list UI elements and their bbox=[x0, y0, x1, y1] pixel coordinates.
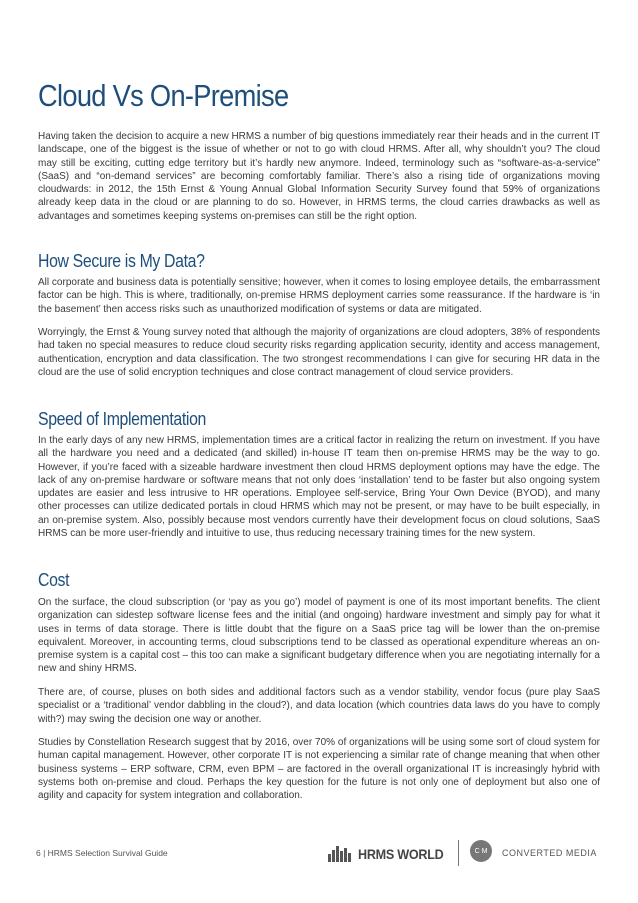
brand-name: HRMS WORLD bbox=[358, 846, 444, 862]
cost-paragraph-1: On the surface, the cloud subscription (or ‘pay as you go’) model of payment is one of its most important benefits. The client organization can sidestep software license fees and the initial (and ongoing) hardware investment and simply pay for what it uses in terms of data storage. There is little doubt that the figure on a SaaS price tag will be lower than the on-premise equivalent. Moreover, in accounting terms, cloud subscriptions tend to be classed as operational expenditure whereas an on-premise system is a capital cost – this too can make a significant budgetary difference when you are negotiating internally for a new and shiny HRMS. bbox=[38, 597, 600, 675]
security-paragraph-2: Worryingly, the Ernst & Young survey noted that although the majority of organizations are cloud adopters, 38% of respondents had taken no special measures to reduce cloud security risks regarding application security, identity and access management, authentication, encryption and data classification. The two strongest recommendations I can give for securing HR data in the cloud are the use of solid encryption techniques and close contract management of cloud service providers. bbox=[38, 327, 600, 378]
page-footer bbox=[38, 838, 600, 868]
converted-media-logo-icon: C M bbox=[470, 840, 492, 862]
speed-paragraph-1: In the early days of any new HRMS, implementation times are a critical factor in realizing the return on investment. If you have all the hardware you need and a dedicated (and skilled) in-house IT team then on-premise HRMS may be the way to go. However, if you’re faced with a sizeable hardware investment then cloud HRMS deployment options may have the edge. The lack of any on-premise hardware or software means that not only does ‘installation’ tend to be faster but also ongoing system updates are easier and less intrusive to HR operations. Employee self-service, Bring Your Own Device (BYOD), and many other processes can utilize dedicated portals in cloud HRMS which may not be present, or may have to be built especially, in an on-premise system. Also, possibly because most vendors currently have their development focus on cloud solutions, SaaS HRMS can be more user-friendly and intuitive to use, thus reducing necessary training times for the new system. bbox=[38, 435, 600, 540]
security-paragraph-1: All corporate and business data is potentially sensitive; however, when it comes to losing employee details, the embarrassment factor can be high. This is where, traditionally, on-premise HRMS deployment carries some reassurance. If the hardware is ‘in the basement’ then access risks such as unauthorized modification of systems or data are mitigated. bbox=[38, 277, 600, 315]
hrms-world-logo bbox=[328, 844, 453, 864]
page-title: Cloud Vs On-Premise bbox=[38, 78, 289, 113]
footer-divider bbox=[458, 840, 459, 866]
page-number-label: 6 | HRMS Selection Survival Guide bbox=[36, 848, 168, 858]
skyline-icon bbox=[328, 846, 354, 862]
intro-paragraph: Having taken the decision to acquire a new HRMS a number of big questions immediately rear their heads and in the current IT landscape, one of the biggest is the issue of whether or not to go with cloud HRMS. After all, why shouldn’t you? The cloud may still be exciting, cutting edge territory but it’s hardly new anymore. Indeed, terminology such as “software-as-a-service” (SaaS) and “on-demand services” are becoming comfortably familiar. There’s also a rising tide of organizations moving cloudwards: in 2012, the 15th Ernst & Young Annual Global Information Security Survey found that 59% of organizations already keep data in the cloud or are planning to do so. However, in HRMS terms, the cloud carries drawbacks as well as advantages and sometimes keeping systems on-premises can still be the right option. bbox=[38, 131, 600, 222]
cost-paragraph-2: There are, of course, pluses on both sides and additional factors such as a vendor stability, vendor focus (pure play SaaS specialist or a ‘traditional’ vendor dabbling in the cloud?), and data location (which countries data laws do you have to comply with?) may swing the decision one way or another. bbox=[38, 687, 600, 725]
section-heading-speed: Speed of Implementation bbox=[38, 409, 207, 429]
section-heading-security: How Secure is My Data? bbox=[38, 251, 205, 271]
section-heading-cost: Cost bbox=[38, 570, 70, 590]
cost-paragraph-3: Studies by Constellation Research suggest that by 2016, over 70% of organizations will be using some sort of cloud system for human capital management. However, other corporate IT is not experiencing a similar rate of change meaning that when other business systems – ERP software, CRM, even BPM – are factored in the overall organizational IT is increasingly hybrid with systems both on-premise and cloud. Perhaps the key question for the future is not only one of deployment but also one of agility and capacity for system integration and collaboration. bbox=[38, 737, 600, 802]
partner-name: CONVERTED MEDIA bbox=[502, 848, 597, 858]
